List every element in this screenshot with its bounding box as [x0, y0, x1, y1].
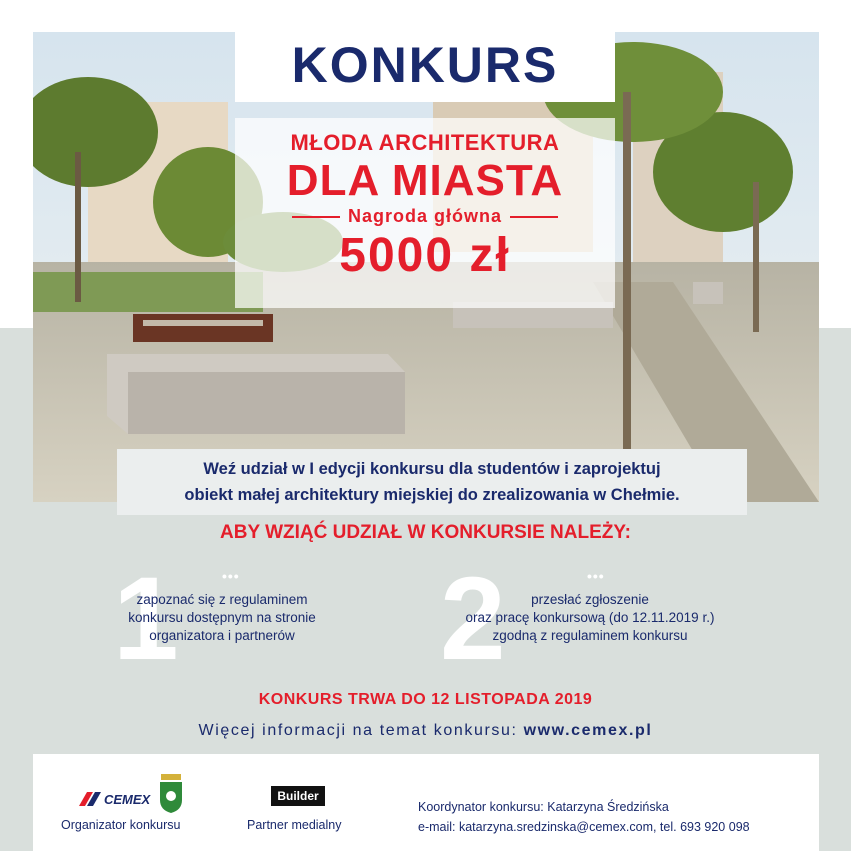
subtitle-young-architecture: MŁODA ARCHITEKTURA	[290, 130, 560, 155]
step-1-line-1: zapoznać się z regulaminem	[136, 592, 308, 607]
more-info-text: Więcej informacji na temat konkursu:	[198, 722, 518, 739]
more-info	[0, 722, 851, 740]
step-2-dots-icon: •••	[587, 568, 605, 584]
coordinator-contact: e-mail: katarzyna.sredzinska@cemex.com, tel. 693 920 098	[418, 820, 750, 834]
cemex-logo-text: CEMEX	[104, 792, 151, 807]
deadline-text: KONKURS TRWA DO 12 LISTOPADA 2019	[258, 691, 593, 708]
invite-line-2: obiekt małej architektury miejskiej do zrealizowania w Chełmie.	[184, 486, 680, 504]
step-1-text	[97, 591, 347, 645]
step-2-text	[440, 591, 740, 645]
invite-line-1: Weź udział w I edycji konkursu dla studentów i zaprojektuj	[203, 460, 661, 478]
invite-box	[117, 449, 747, 515]
page-title: KONKURS	[291, 37, 559, 93]
subtitle-for-city: DLA MIASTA	[286, 156, 564, 205]
divider-right	[510, 216, 558, 218]
prize-label: Nagroda główna	[347, 206, 502, 226]
website-link[interactable]: www.cemex.pl	[523, 722, 653, 739]
divider-left	[292, 216, 340, 218]
coordinator-info	[418, 797, 750, 837]
coordinator-name: Koordynator konkursu: Katarzyna Średzińska	[418, 800, 669, 814]
builder-logo: Builder	[271, 786, 325, 806]
step-2-line-1: przesłać zgłoszenie	[531, 592, 649, 607]
requirement-title: ABY WZIĄĆ UDZIAŁ W KONKURSIE NALEŻY:	[220, 522, 631, 543]
city-crest-icon	[158, 772, 184, 814]
step-1-number: 1	[113, 553, 179, 685]
partner-label: Partner medialny	[247, 818, 342, 832]
prize-amount: 5000 zł	[339, 229, 511, 282]
footer	[33, 754, 819, 851]
step-1-dots-icon: •••	[222, 568, 240, 584]
step-2-line-2: oraz pracę konkursową (do 12.11.2019 r.)	[465, 610, 715, 625]
step-2-line-3: zgodną z regulaminem konkursu	[492, 628, 688, 643]
organizer-label: Organizator konkursu	[61, 818, 181, 832]
title-box	[235, 28, 615, 102]
prize-label-row	[235, 206, 615, 227]
prize-box	[235, 118, 615, 308]
step-1-line-2: konkursu dostępnym na stronie	[128, 610, 316, 625]
step-1-line-3: organizatora i partnerów	[149, 628, 295, 643]
step-2-number: 2	[440, 553, 506, 685]
